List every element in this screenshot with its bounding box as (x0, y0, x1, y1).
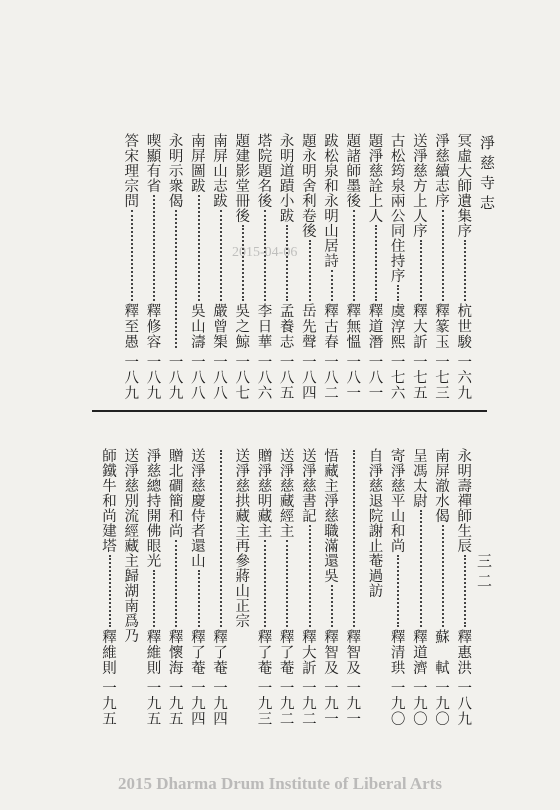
toc-entry (97, 448, 119, 726)
entry-title: 題建影堂冊後 (233, 133, 250, 223)
dot-leader (305, 525, 311, 627)
entry-page: 一六九 (455, 353, 472, 400)
entry-title: 送淨慈藏經主 (277, 448, 294, 538)
dot-leader (438, 525, 444, 627)
entry-page: 一八六 (255, 353, 272, 400)
toc-entry (163, 133, 185, 400)
entry-author: 李日華 (255, 303, 272, 350)
toc-entry (430, 133, 452, 400)
section-divider (92, 410, 487, 412)
toc-entry (119, 133, 141, 400)
entry-page: 一八一 (344, 353, 361, 400)
entry-title: 喫顯有省 (144, 133, 161, 193)
entry-title: 送淨慈別流經藏主歸湖南爲乃 (122, 448, 139, 643)
entry-page: 一九〇 (433, 679, 450, 726)
entry-title: 南屏山志跋 (211, 133, 228, 208)
entry-title: 塔院題名後 (255, 133, 272, 208)
entry-author: 釋古春 (322, 303, 339, 350)
dot-leader (327, 585, 333, 627)
dot-leader (438, 210, 444, 301)
entry-title: 呈馮太尉 (410, 448, 427, 508)
entry-title: 題淨慈詮上人 (366, 133, 383, 223)
entry-author: 釋修容 (144, 303, 161, 350)
entry-page: 一八八 (211, 353, 228, 400)
toc-entry (363, 133, 385, 400)
toc-entry (274, 133, 296, 400)
dot-leader (327, 270, 333, 301)
entry-page: 一九五 (166, 679, 183, 726)
toc-entry (252, 448, 274, 726)
entry-page: 一八七 (233, 353, 250, 400)
entry-author: 釋維則 (100, 629, 117, 676)
entry-title: 冥虛大師遺集序 (455, 133, 472, 238)
entry-author: 釋了菴 (277, 629, 294, 676)
entry-page: 一七三 (433, 353, 450, 400)
toc-entry (208, 133, 230, 400)
entry-title: 自淨慈退院謝止菴過訪 (366, 448, 383, 598)
entry-author: 杭世駿 (455, 303, 472, 350)
toc-entry (274, 448, 296, 726)
toc-entry (297, 133, 319, 400)
entry-title: 南屏澈水偈 (433, 448, 450, 523)
dot-leader (393, 555, 399, 627)
toc-entry (141, 448, 163, 726)
entry-page: 一九〇 (388, 679, 405, 726)
entry-author: 釋了菴 (255, 629, 272, 676)
toc-entry (319, 133, 341, 400)
entry-author: 釋智及 (322, 629, 339, 676)
entry-author: 釋智及 (344, 629, 361, 676)
entry-page: 一八五 (277, 353, 294, 400)
entry-author: 孟養志 (277, 303, 294, 350)
toc-entry (186, 133, 208, 400)
entry-author: 嚴曾榘 (211, 303, 228, 350)
entry-author: 釋清珙 (388, 629, 405, 676)
toc-entry (319, 448, 341, 726)
entry-page: 一九一 (322, 679, 339, 726)
entry-page: 一八四 (299, 353, 316, 400)
entry-author: 釋無慍 (344, 303, 361, 350)
entry-title: 南屏圖跋 (188, 133, 205, 193)
toc-entry (385, 133, 407, 400)
entry-author: 吳山濤 (188, 303, 205, 350)
toc-entry (363, 448, 385, 726)
entry-author: 釋大訢 (299, 629, 316, 676)
entry-page: 一八九 (166, 353, 183, 400)
entry-title: 永明壽禪師生辰 (455, 448, 472, 553)
entry-author: 釋了菴 (211, 629, 228, 676)
entry-title: 送淨慈拱藏主再參蔣山正宗 (233, 448, 250, 628)
copyright-watermark: 2015 Dharma Drum Institute of Liberal Arts (118, 774, 442, 793)
toc-entry (452, 448, 474, 726)
toc-entry (186, 448, 208, 726)
entry-page: 一八九 (455, 679, 472, 726)
dot-leader (194, 570, 200, 627)
entry-title: 寄淨慈平山和尚 (388, 448, 405, 553)
toc-entry (252, 133, 274, 400)
entry-author: 釋道潛 (366, 303, 383, 350)
dot-leader (171, 540, 177, 627)
entry-title: 送淨慈書記 (299, 448, 316, 523)
dot-leader (194, 195, 200, 301)
dot-leader (460, 240, 466, 301)
dot-leader (127, 210, 133, 301)
entry-page: 一七五 (410, 353, 427, 400)
dot-leader (238, 225, 244, 301)
toc-entry (430, 448, 452, 726)
entry-page: 一九一 (344, 679, 361, 726)
entry-title: 答宋理宗問 (122, 133, 139, 208)
dot-leader (282, 540, 288, 627)
dot-leader (349, 210, 355, 301)
entry-title: 永明示衆偈 (166, 133, 183, 208)
entry-page: 一七六 (388, 353, 405, 400)
dot-leader (149, 195, 155, 301)
dot-leader (216, 210, 222, 301)
entry-page: 一八九 (144, 353, 161, 400)
entry-title: 師鐵牛和尚建塔 (100, 448, 117, 553)
toc-entry (208, 448, 230, 726)
entry-title: 題諸師墨後 (344, 133, 361, 208)
entry-author: 岳先聲 (299, 303, 316, 350)
toc-entry (341, 448, 363, 726)
entry-author: 釋至愚 (122, 303, 139, 350)
dot-leader (260, 540, 266, 627)
date-watermark: 2015-04-06 (232, 245, 298, 260)
dot-leader (371, 225, 377, 301)
entry-author: 釋道濟 (410, 629, 427, 676)
entry-author: 釋了菴 (188, 629, 205, 676)
dot-leader (460, 555, 466, 627)
entry-page: 一九五 (144, 679, 161, 726)
toc-entry (408, 448, 430, 726)
dot-leader (416, 510, 422, 627)
page-number: 三二 (475, 553, 493, 593)
entry-author: 釋大訢 (410, 303, 427, 350)
dot-leader (149, 570, 155, 627)
toc-entry (385, 448, 407, 726)
entry-page: 一八八 (188, 353, 205, 400)
toc-entry (141, 133, 163, 400)
entry-author: 蘇 軾 (433, 629, 450, 676)
toc-entry (408, 133, 430, 400)
entry-page: 一八九 (122, 353, 139, 400)
book-title: 淨慈寺志 (478, 135, 496, 215)
entry-title: 跋松泉和永明山居詩 (322, 133, 339, 268)
toc-entry (341, 133, 363, 400)
entry-page: 一九二 (299, 679, 316, 726)
entry-page: 一九三 (255, 679, 272, 726)
entry-title: 送淨慈方上人序 (410, 133, 427, 238)
entry-page: 一九四 (188, 679, 205, 726)
toc-entry (452, 133, 474, 400)
entry-author: 吳之鯨 (233, 303, 250, 350)
dot-leader (171, 210, 177, 348)
entry-page: 一九五 (100, 679, 117, 726)
entry-title: 古松筠泉兩公同住持序 (388, 133, 405, 283)
toc-entry (230, 448, 252, 726)
entry-title: 贈淨慈明藏主 (255, 448, 272, 538)
dot-leader (349, 450, 355, 627)
entry-page: 一九〇 (410, 679, 427, 726)
entry-title: 淨慈續志序 (433, 133, 450, 208)
toc-entry (230, 133, 252, 400)
entry-author: 虞淳熙 (388, 303, 405, 350)
entry-page: 一九四 (211, 679, 228, 726)
entry-title: 悟藏主淨慈職滿還吳 (322, 448, 339, 583)
entry-page: 一八一 (366, 353, 383, 400)
toc-entry (297, 448, 319, 726)
dot-leader (393, 285, 399, 301)
entry-title: 題永明舍利卷後 (299, 133, 316, 238)
entry-title: 贈北磵簡和尚 (166, 448, 183, 538)
entry-author: 釋惠洪 (455, 629, 472, 676)
entry-author: 釋懷海 (166, 629, 183, 676)
entry-author: 釋維則 (144, 629, 161, 676)
toc-entry (163, 448, 185, 726)
entry-title: 淨慈總持開佛眼光 (144, 448, 161, 568)
entry-title: 永明道蹟小跋 (277, 133, 294, 223)
entry-page: 一八二 (322, 353, 339, 400)
dot-leader (305, 240, 311, 301)
dot-leader (282, 225, 288, 301)
dot-leader (105, 555, 111, 627)
dot-leader (216, 450, 222, 627)
toc-entry (119, 448, 141, 726)
dot-leader (416, 240, 422, 301)
entry-page: 一九二 (277, 679, 294, 726)
entry-title: 送淨慈慶侍者還山 (188, 448, 205, 568)
entry-author: 釋篆玉 (433, 303, 450, 350)
